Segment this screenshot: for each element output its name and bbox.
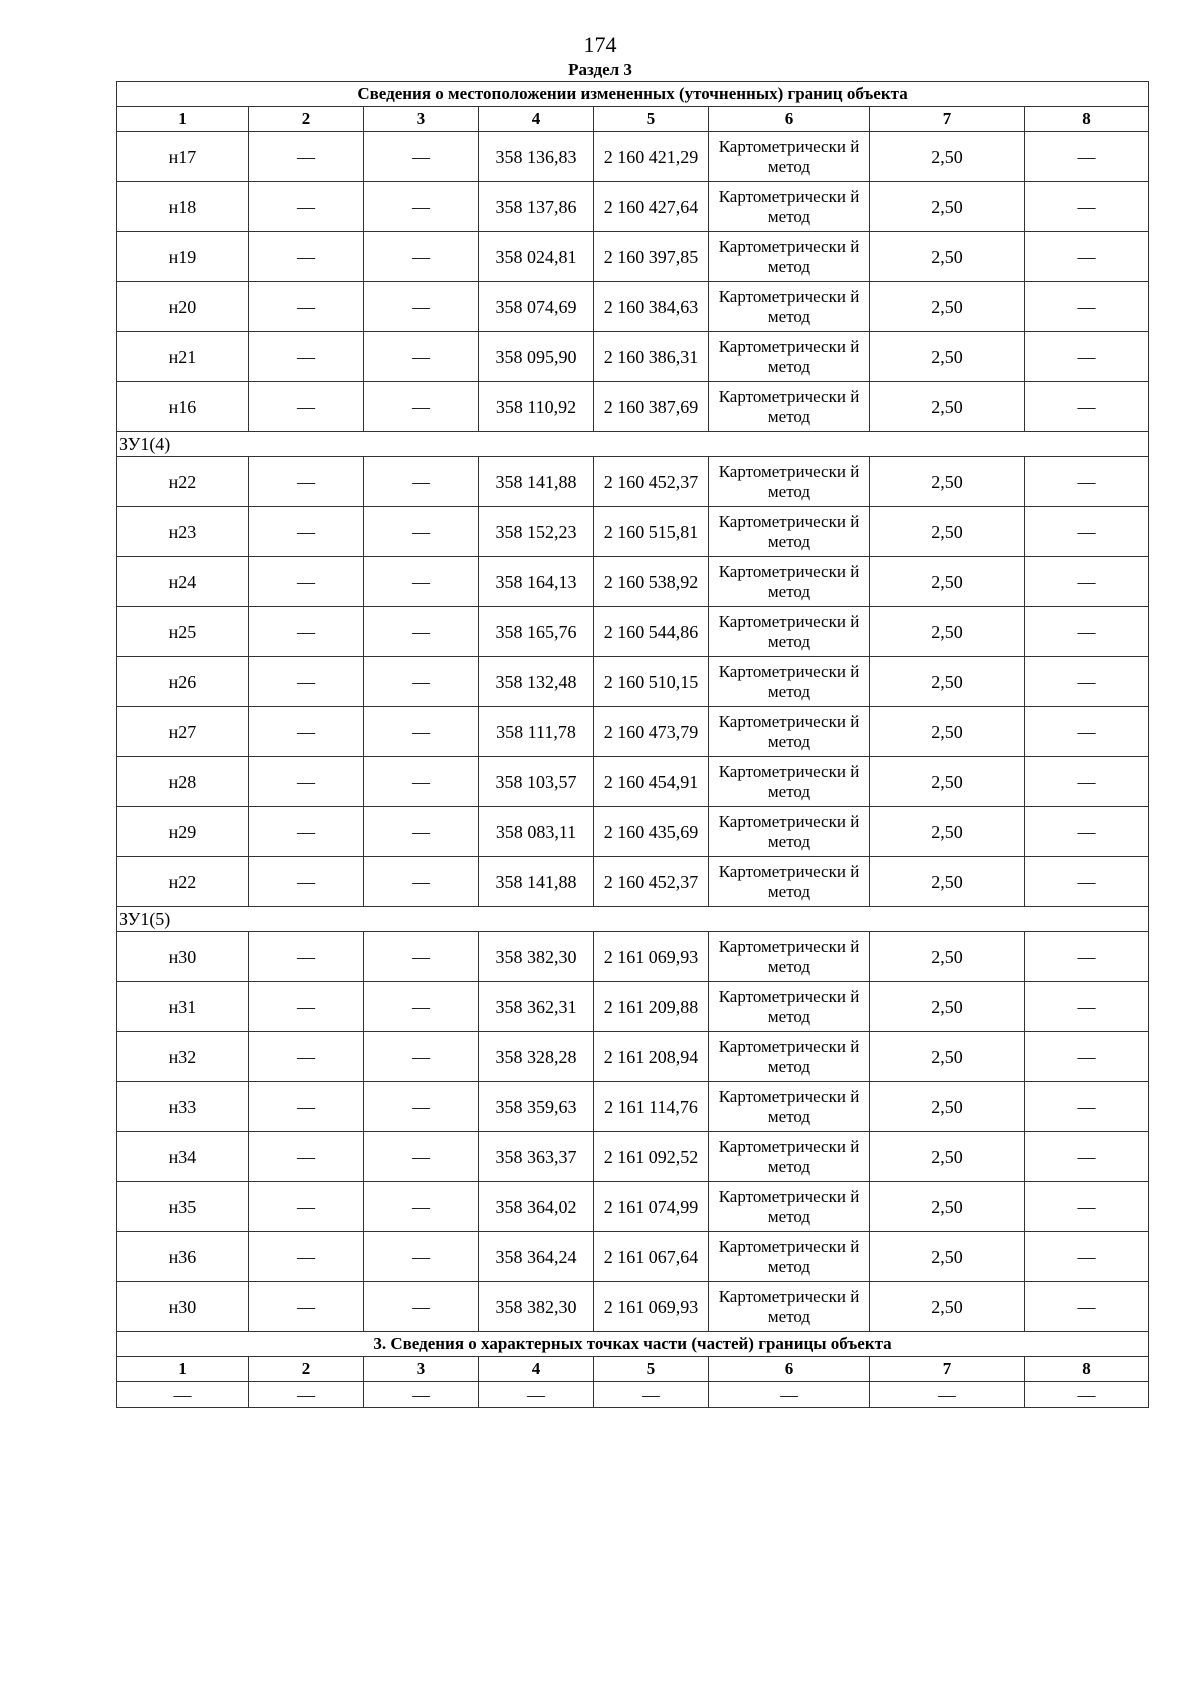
col2-value: — (249, 1082, 364, 1132)
column-header: 5 (594, 1357, 709, 1382)
col8-value: — (1025, 457, 1149, 507)
col8-value: — (1025, 382, 1149, 432)
method-value: Картометрически й метод (709, 282, 870, 332)
accuracy-value: 2,50 (870, 232, 1025, 282)
column-header: 2 (249, 107, 364, 132)
x-coordinate: 358 132,48 (479, 657, 594, 707)
method-value: Картометрически й метод (709, 982, 870, 1032)
col3-value: — (364, 757, 479, 807)
point-name: н33 (117, 1082, 249, 1132)
table-row (117, 982, 1149, 1032)
col8-value: — (1025, 657, 1149, 707)
col8-value: — (1025, 757, 1149, 807)
method-value: Картометрически й метод (709, 1182, 870, 1232)
point-name: н16 (117, 382, 249, 432)
y-coordinate: 2 160 397,85 (594, 232, 709, 282)
column-header: 7 (870, 1357, 1025, 1382)
table-row (117, 232, 1149, 282)
column-header: 8 (1025, 107, 1149, 132)
point-name: н17 (117, 132, 249, 182)
col2-value: — (249, 232, 364, 282)
table-title-row (117, 82, 1149, 107)
x-coordinate: 358 382,30 (479, 932, 594, 982)
empty-cell: — (479, 1382, 594, 1408)
x-coordinate: 358 364,02 (479, 1182, 594, 1232)
column-header: 6 (709, 1357, 870, 1382)
part-header-row (117, 1357, 1149, 1382)
point-name: н24 (117, 557, 249, 607)
col8-value: — (1025, 607, 1149, 657)
group-row (117, 907, 1149, 932)
method-value: Картометрически й метод (709, 1032, 870, 1082)
accuracy-value: 2,50 (870, 807, 1025, 857)
x-coordinate: 358 165,76 (479, 607, 594, 657)
y-coordinate: 2 161 074,99 (594, 1182, 709, 1232)
empty-cell: — (594, 1382, 709, 1408)
table-row (117, 657, 1149, 707)
y-coordinate: 2 160 387,69 (594, 382, 709, 432)
column-header: 8 (1025, 1357, 1149, 1382)
column-header: 4 (479, 1357, 594, 1382)
x-coordinate: 358 095,90 (479, 332, 594, 382)
y-coordinate: 2 160 384,63 (594, 282, 709, 332)
col8-value: — (1025, 1032, 1149, 1082)
accuracy-value: 2,50 (870, 332, 1025, 382)
x-coordinate: 358 364,24 (479, 1232, 594, 1282)
y-coordinate: 2 160 452,37 (594, 457, 709, 507)
point-name: н23 (117, 507, 249, 557)
method-value: Картометрически й метод (709, 507, 870, 557)
x-coordinate: 358 111,78 (479, 707, 594, 757)
method-value: Картометрически й метод (709, 1132, 870, 1182)
accuracy-value: 2,50 (870, 507, 1025, 557)
empty-cell: — (870, 1382, 1025, 1408)
y-coordinate: 2 160 538,92 (594, 557, 709, 607)
col3-value: — (364, 507, 479, 557)
table-row (117, 807, 1149, 857)
col3-value: — (364, 182, 479, 232)
col8-value: — (1025, 1182, 1149, 1232)
y-coordinate: 2 160 454,91 (594, 757, 709, 807)
col8-value: — (1025, 932, 1149, 982)
col2-value: — (249, 607, 364, 657)
table-row (117, 1382, 1149, 1408)
table-row (117, 757, 1149, 807)
x-coordinate: 358 363,37 (479, 1132, 594, 1182)
group-label: ЗУ1(4) (117, 432, 1149, 457)
col8-value: — (1025, 507, 1149, 557)
col2-value: — (249, 132, 364, 182)
x-coordinate: 358 141,88 (479, 457, 594, 507)
col2-value: — (249, 507, 364, 557)
empty-cell: — (364, 1382, 479, 1408)
method-value: Картометрически й метод (709, 707, 870, 757)
table-row (117, 1032, 1149, 1082)
method-value: Картометрически й метод (709, 332, 870, 382)
col8-value: — (1025, 807, 1149, 857)
empty-cell: — (249, 1382, 364, 1408)
method-value: Картометрически й метод (709, 932, 870, 982)
col2-value: — (249, 182, 364, 232)
method-value: Картометрически й метод (709, 132, 870, 182)
col2-value: — (249, 1182, 364, 1232)
col2-value: — (249, 857, 364, 907)
point-name: н21 (117, 332, 249, 382)
table-row (117, 932, 1149, 982)
part-title-row (117, 1332, 1149, 1357)
empty-cell: — (1025, 1382, 1149, 1408)
col8-value: — (1025, 1082, 1149, 1132)
method-value: Картометрически й метод (709, 657, 870, 707)
method-value: Картометрически й метод (709, 182, 870, 232)
column-header: 4 (479, 107, 594, 132)
part-title: 3. Сведения о характерных точках части (частей) границы объекта (117, 1332, 1149, 1357)
method-value: Картометрически й метод (709, 232, 870, 282)
y-coordinate: 2 161 208,94 (594, 1032, 709, 1082)
accuracy-value: 2,50 (870, 132, 1025, 182)
col3-value: — (364, 982, 479, 1032)
column-header: 6 (709, 107, 870, 132)
point-name: н30 (117, 1282, 249, 1332)
col2-value: — (249, 457, 364, 507)
x-coordinate: 358 152,23 (479, 507, 594, 557)
method-value: Картометрически й метод (709, 857, 870, 907)
col2-value: — (249, 932, 364, 982)
col3-value: — (364, 332, 479, 382)
col8-value: — (1025, 132, 1149, 182)
x-coordinate: 358 136,83 (479, 132, 594, 182)
point-name: н36 (117, 1232, 249, 1282)
x-coordinate: 358 164,13 (479, 557, 594, 607)
group-row (117, 432, 1149, 457)
point-name: н28 (117, 757, 249, 807)
col3-value: — (364, 1032, 479, 1082)
y-coordinate: 2 161 209,88 (594, 982, 709, 1032)
y-coordinate: 2 160 515,81 (594, 507, 709, 557)
point-name: н35 (117, 1182, 249, 1232)
y-coordinate: 2 160 510,15 (594, 657, 709, 707)
col2-value: — (249, 1232, 364, 1282)
table-row (117, 507, 1149, 557)
x-coordinate: 358 141,88 (479, 857, 594, 907)
col8-value: — (1025, 982, 1149, 1032)
section-title: Раздел 3 (568, 60, 632, 79)
table-row (117, 1132, 1149, 1182)
column-header: 3 (364, 107, 479, 132)
accuracy-value: 2,50 (870, 857, 1025, 907)
accuracy-value: 2,50 (870, 1232, 1025, 1282)
col3-value: — (364, 932, 479, 982)
accuracy-value: 2,50 (870, 757, 1025, 807)
method-value: Картометрически й метод (709, 457, 870, 507)
y-coordinate: 2 161 114,76 (594, 1082, 709, 1132)
method-value: Картометрически й метод (709, 1082, 870, 1132)
col2-value: — (249, 707, 364, 757)
x-coordinate: 358 024,81 (479, 232, 594, 282)
x-coordinate: 358 103,57 (479, 757, 594, 807)
table-title: Сведения о местоположении измененных (уточненных) границ объекта (117, 82, 1149, 107)
y-coordinate: 2 160 435,69 (594, 807, 709, 857)
col2-value: — (249, 282, 364, 332)
column-header: 7 (870, 107, 1025, 132)
table-row (117, 382, 1149, 432)
column-header: 1 (117, 1357, 249, 1382)
accuracy-value: 2,50 (870, 1082, 1025, 1132)
x-coordinate: 358 362,31 (479, 982, 594, 1032)
accuracy-value: 2,50 (870, 607, 1025, 657)
accuracy-value: 2,50 (870, 932, 1025, 982)
point-name: н22 (117, 457, 249, 507)
accuracy-value: 2,50 (870, 982, 1025, 1032)
col8-value: — (1025, 1282, 1149, 1332)
column-header: 5 (594, 107, 709, 132)
point-name: н32 (117, 1032, 249, 1082)
table-row (117, 182, 1149, 232)
point-name: н25 (117, 607, 249, 657)
col8-value: — (1025, 1132, 1149, 1182)
col3-value: — (364, 707, 479, 757)
y-coordinate: 2 160 473,79 (594, 707, 709, 757)
table-row (117, 132, 1149, 182)
point-name: н29 (117, 807, 249, 857)
col8-value: — (1025, 332, 1149, 382)
col3-value: — (364, 282, 479, 332)
point-name: н31 (117, 982, 249, 1032)
col8-value: — (1025, 182, 1149, 232)
col2-value: — (249, 982, 364, 1032)
page-number: 174 (583, 32, 617, 57)
y-coordinate: 2 160 386,31 (594, 332, 709, 382)
point-name: н26 (117, 657, 249, 707)
col8-value: — (1025, 1232, 1149, 1282)
col3-value: — (364, 457, 479, 507)
accuracy-value: 2,50 (870, 657, 1025, 707)
col3-value: — (364, 857, 479, 907)
accuracy-value: 2,50 (870, 1182, 1025, 1232)
col3-value: — (364, 382, 479, 432)
y-coordinate: 2 160 452,37 (594, 857, 709, 907)
accuracy-value: 2,50 (870, 182, 1025, 232)
col8-value: — (1025, 282, 1149, 332)
col2-value: — (249, 332, 364, 382)
point-name: н22 (117, 857, 249, 907)
col3-value: — (364, 132, 479, 182)
method-value: Картометрически й метод (709, 557, 870, 607)
table-row (117, 1232, 1149, 1282)
col2-value: — (249, 807, 364, 857)
empty-cell: — (117, 1382, 249, 1408)
col2-value: — (249, 757, 364, 807)
table-row (117, 857, 1149, 907)
x-coordinate: 358 083,11 (479, 807, 594, 857)
table-row (117, 707, 1149, 757)
col2-value: — (249, 1282, 364, 1332)
table-row (117, 332, 1149, 382)
x-coordinate: 358 137,86 (479, 182, 594, 232)
col8-value: — (1025, 557, 1149, 607)
group-label: ЗУ1(5) (117, 907, 1149, 932)
col2-value: — (249, 1132, 364, 1182)
col3-value: — (364, 1282, 479, 1332)
col3-value: — (364, 1182, 479, 1232)
empty-cell: — (709, 1382, 870, 1408)
method-value: Картометрически й метод (709, 382, 870, 432)
point-name: н27 (117, 707, 249, 757)
x-coordinate: 358 359,63 (479, 1082, 594, 1132)
table-row (117, 607, 1149, 657)
method-value: Картометрически й метод (709, 1282, 870, 1332)
col3-value: — (364, 1232, 479, 1282)
accuracy-value: 2,50 (870, 282, 1025, 332)
point-name: н19 (117, 232, 249, 282)
y-coordinate: 2 160 544,86 (594, 607, 709, 657)
point-name: н20 (117, 282, 249, 332)
col3-value: — (364, 807, 479, 857)
table-row (117, 282, 1149, 332)
column-header: 3 (364, 1357, 479, 1382)
col3-value: — (364, 1082, 479, 1132)
y-coordinate: 2 160 421,29 (594, 132, 709, 182)
col3-value: — (364, 557, 479, 607)
table-row (117, 557, 1149, 607)
column-header-row (117, 107, 1149, 132)
boundary-table (116, 81, 1149, 1408)
col3-value: — (364, 232, 479, 282)
table-row (117, 1082, 1149, 1132)
col8-value: — (1025, 232, 1149, 282)
col3-value: — (364, 607, 479, 657)
column-header: 1 (117, 107, 249, 132)
column-header: 2 (249, 1357, 364, 1382)
point-name: н34 (117, 1132, 249, 1182)
accuracy-value: 2,50 (870, 382, 1025, 432)
accuracy-value: 2,50 (870, 457, 1025, 507)
y-coordinate: 2 161 067,64 (594, 1232, 709, 1282)
col3-value: — (364, 1132, 479, 1182)
method-value: Картометрически й метод (709, 1232, 870, 1282)
table-row (117, 1182, 1149, 1232)
accuracy-value: 2,50 (870, 707, 1025, 757)
y-coordinate: 2 161 069,93 (594, 1282, 709, 1332)
y-coordinate: 2 160 427,64 (594, 182, 709, 232)
method-value: Картометрически й метод (709, 757, 870, 807)
col2-value: — (249, 657, 364, 707)
table-row (117, 457, 1149, 507)
col2-value: — (249, 382, 364, 432)
y-coordinate: 2 161 092,52 (594, 1132, 709, 1182)
col2-value: — (249, 1032, 364, 1082)
accuracy-value: 2,50 (870, 557, 1025, 607)
col3-value: — (364, 657, 479, 707)
col8-value: — (1025, 707, 1149, 757)
accuracy-value: 2,50 (870, 1032, 1025, 1082)
x-coordinate: 358 074,69 (479, 282, 594, 332)
accuracy-value: 2,50 (870, 1282, 1025, 1332)
x-coordinate: 358 110,92 (479, 382, 594, 432)
col8-value: — (1025, 857, 1149, 907)
y-coordinate: 2 161 069,93 (594, 932, 709, 982)
point-name: н18 (117, 182, 249, 232)
method-value: Картометрически й метод (709, 607, 870, 657)
point-name: н30 (117, 932, 249, 982)
accuracy-value: 2,50 (870, 1132, 1025, 1182)
x-coordinate: 358 328,28 (479, 1032, 594, 1082)
table-row (117, 1282, 1149, 1332)
method-value: Картометрически й метод (709, 807, 870, 857)
col2-value: — (249, 557, 364, 607)
x-coordinate: 358 382,30 (479, 1282, 594, 1332)
